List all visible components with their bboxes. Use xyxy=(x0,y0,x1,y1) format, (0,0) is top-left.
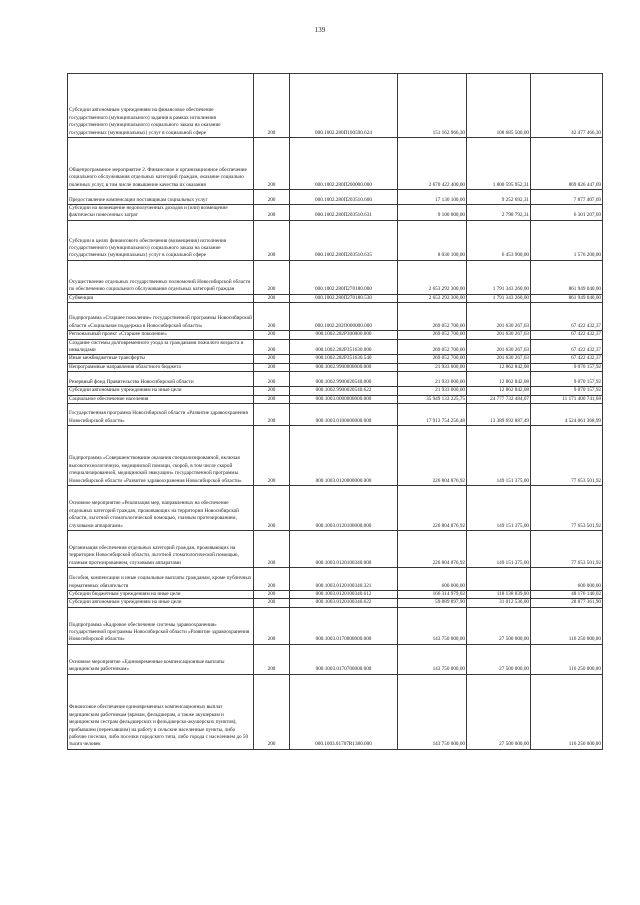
row-csr-cell: 000.1002.9900020540.000 xyxy=(290,372,398,387)
row-executed-value-cell: 201 630 267,63 xyxy=(467,339,531,355)
row-remaining-value-cell: 67 422 432,37 xyxy=(531,339,603,355)
table-row xyxy=(68,363,603,371)
budget-table xyxy=(67,73,603,750)
row-csr-cell: 000.1002.9900020540.622 xyxy=(290,387,398,395)
row-executed-value-cell: 149 151 375,00 xyxy=(467,486,531,531)
row-csr-cell: 000.1002.280П100590.624 xyxy=(290,74,398,138)
table-row xyxy=(68,205,603,221)
table-row xyxy=(68,486,603,531)
row-executed-value-cell: 27 500 000,00 xyxy=(467,607,531,644)
row-executed-value-cell: 1 791 343 260,00 xyxy=(467,260,531,294)
row-code-cell: 200 xyxy=(254,190,290,205)
row-budget-value-cell: 226 804 876,92 xyxy=(398,531,467,568)
row-name-cell: Региональный проект «Старшее поколение» xyxy=(68,331,254,339)
row-name-cell: Субсидии автономным учреждениям на иные цели xyxy=(68,599,254,607)
row-name-cell: Организация обеспечения отдельных категорий граждан, проживающих на территории Новосибирской области, льготной стоматологической помощью, глазным протезированием, слуховыми аппаратами xyxy=(68,531,254,568)
row-name-cell: Финансовое обеспечение единовременных компенсационных выплат медицинским работникам (врачам, фельдшерам, а также акушеркам и медицинским сестрам фельдшерских и фельдшерско-акушерских пунктов), прибывшим (переехавшим) на работу в сельские населенные пункты, либо рабочие поселки, либо поселки городского типа, либо города с населением до 50 тысяч человек xyxy=(68,674,254,749)
row-executed-value-cell: 6 453 900,00 xyxy=(467,220,531,260)
table-row xyxy=(68,644,603,674)
row-code-cell: 200 xyxy=(254,387,290,395)
row-remaining-value-cell: 116 250 000,00 xyxy=(531,674,603,749)
row-csr-cell: 000.1003.0120100340.000 xyxy=(290,531,398,568)
table-row xyxy=(68,138,603,190)
row-executed-value-cell: 149 151 375,00 xyxy=(467,426,531,486)
row-remaining-value-cell: 869 826 447,69 xyxy=(531,138,603,190)
row-executed-value-cell: 12 862 842,08 xyxy=(467,372,531,387)
row-code-cell: 200 xyxy=(254,355,290,363)
table-row xyxy=(68,260,603,294)
row-code-cell: 200 xyxy=(254,303,290,331)
row-remaining-value-cell: 116 250 000,00 xyxy=(531,644,603,674)
row-csr-cell: 000.1003.0170000000.000 xyxy=(290,607,398,644)
row-code-cell: 200 xyxy=(254,372,290,387)
row-executed-value-cell: 2 798 792,31 xyxy=(467,205,531,221)
row-name-cell: Общепрограммное мероприятие 2. Финансовое и организационное обеспечение социального обслуживания отдельных категорий граждан, оказание социально полезных услуг, в том числе повышение качества их оказания xyxy=(68,138,254,190)
row-remaining-value-cell: 67 422 432,37 xyxy=(531,303,603,331)
row-code-cell: 200 xyxy=(254,205,290,221)
row-budget-value-cell: 2 670 422 400,00 xyxy=(398,138,467,190)
row-name-cell: Пособия, компенсации и иные социальные выплаты гражданам, кроме публичных нормативных обязательств xyxy=(68,568,254,591)
row-csr-cell: 000.1003.0120100340.321 xyxy=(290,568,398,591)
row-csr-cell: 000.1002.9900000000.000 xyxy=(290,363,398,371)
row-name-cell: Субсидии бюджетным учреждениям на иные цели xyxy=(68,591,254,599)
row-budget-value-cell: 59 889 897,90 xyxy=(398,599,467,607)
row-csr-cell: 000.1003.0120000000.000 xyxy=(290,426,398,486)
row-code-cell: 200 xyxy=(254,294,290,302)
table-row xyxy=(68,74,603,138)
row-remaining-value-cell: 861 949 040,00 xyxy=(531,260,603,294)
row-budget-value-cell: 269 052 700,00 xyxy=(398,339,467,355)
row-code-cell: 200 xyxy=(254,339,290,355)
row-code-cell: 200 xyxy=(254,644,290,674)
table-row xyxy=(68,531,603,568)
table-row xyxy=(68,568,603,591)
row-code-cell: 200 xyxy=(254,74,290,138)
row-executed-value-cell: 9 252 692,31 xyxy=(467,190,531,205)
table-row xyxy=(68,220,603,260)
row-executed-value-cell: 13 389 692 887,49 xyxy=(467,404,531,426)
table-row xyxy=(68,426,603,486)
row-code-cell: 200 xyxy=(254,674,290,749)
row-executed-value-cell: 12 862 842,08 xyxy=(467,387,531,395)
row-budget-value-cell: 226 804 876,92 xyxy=(398,426,467,486)
row-budget-value-cell: 2 653 292 300,00 xyxy=(398,260,467,294)
row-executed-value-cell: 149 151 375,00 xyxy=(467,531,531,568)
row-budget-value-cell: 600 000,00 xyxy=(398,568,467,591)
row-budget-value-cell: 17 913 754 256,48 xyxy=(398,404,467,426)
row-csr-cell: 000.1003.0120100000.000 xyxy=(290,486,398,531)
table-row xyxy=(68,404,603,426)
table-row xyxy=(68,387,603,395)
row-executed-value-cell: 12 862 842,08 xyxy=(467,363,531,371)
row-name-cell: Субсидии автономным учреждениям на иные цели xyxy=(68,387,254,395)
row-csr-cell: 000.1003.0120100340.622 xyxy=(290,599,398,607)
row-budget-value-cell: 269 052 700,00 xyxy=(398,331,467,339)
row-csr-cell: 000.1002.280П200000.000 xyxy=(290,138,398,190)
row-csr-cell: 000.1003.0120100340.612 xyxy=(290,591,398,599)
row-remaining-value-cell: 7 877 407,69 xyxy=(531,190,603,205)
row-code-cell: 200 xyxy=(254,486,290,531)
row-remaining-value-cell: 67 422 432,37 xyxy=(531,331,603,339)
row-executed-value-cell: 31 012 536,00 xyxy=(467,599,531,607)
table-row xyxy=(68,339,603,355)
table-row xyxy=(68,674,603,749)
row-name-cell: Субвенции xyxy=(68,294,254,302)
row-remaining-value-cell: 77 653 501,92 xyxy=(531,531,603,568)
row-remaining-value-cell: 600 000,00 xyxy=(531,568,603,591)
row-name-cell: Субсидии в целях финансового обеспечения (возмещения) исполнения государственного (муниципального) социального заказа на оказание государственных (муниципальных) услуг в социальной сфере xyxy=(68,220,254,260)
row-name-cell: Подпрограмма «Кадровое обеспечение системы здравоохранения» государственной программы Новосибирской области «Развитие здравоохранения Новосибирской области» xyxy=(68,607,254,644)
row-csr-cell: 000.1002.280П270180.530 xyxy=(290,294,398,302)
row-csr-cell: 000.1002.280П203510.600 xyxy=(290,190,398,205)
row-executed-value-cell: 108 685 500,00 xyxy=(467,74,531,138)
row-name-cell: Государственная программа Новосибирской области «Развитие здравоохранения Новосибирской области» xyxy=(68,404,254,426)
row-csr-cell: 000.1002.282Р300000.000 xyxy=(290,331,398,339)
row-remaining-value-cell: 9 070 157,92 xyxy=(531,387,603,395)
row-executed-value-cell xyxy=(467,568,531,591)
row-name-cell: Субсидии на возмещение недополученных доходов и (или) возмещение фактически понесенных затрат xyxy=(68,205,254,221)
row-csr-cell: 000.1003.0000000000.000 xyxy=(290,395,398,403)
row-name-cell: Подпрограмма «Совершенствование оказания специализированной, включая высокотехнологичную, медицинской помощи, скорой, в том числе скорой специализированной, медицинской эвакуации» государственной программы Новосибирской области «Развитие здравоохранения Новосибирской области» xyxy=(68,426,254,486)
row-code-cell: 200 xyxy=(254,607,290,644)
row-remaining-value-cell: 42 477 466,30 xyxy=(531,74,603,138)
table-row xyxy=(68,599,603,607)
row-budget-value-cell: 21 933 000,00 xyxy=(398,387,467,395)
row-name-cell: Социальное обеспечение населения xyxy=(68,395,254,403)
row-budget-value-cell: 143 750 000,00 xyxy=(398,674,467,749)
row-budget-value-cell: 143 750 000,00 xyxy=(398,644,467,674)
row-code-cell: 200 xyxy=(254,331,290,339)
row-remaining-value-cell: 77 653 501,92 xyxy=(531,486,603,531)
row-code-cell: 200 xyxy=(254,568,290,591)
row-budget-value-cell: 35 949 133 225,75 xyxy=(398,395,467,403)
row-name-cell: Основное мероприятие «Единовременные компенсационные выплаты медицинским работникам» xyxy=(68,644,254,674)
row-name-cell: Создание системы долговременного ухода за гражданами пожилого возраста и инвалидами xyxy=(68,339,254,355)
row-name-cell: Резервный фонд Правительства Новосибирской области xyxy=(68,372,254,387)
row-remaining-value-cell: 48 176 140,02 xyxy=(531,591,603,599)
row-remaining-value-cell: 9 070 157,92 xyxy=(531,372,603,387)
row-executed-value-cell: 201 630 267,63 xyxy=(467,355,531,363)
row-remaining-value-cell: 861 949 040,00 xyxy=(531,294,603,302)
row-code-cell: 200 xyxy=(254,260,290,294)
row-csr-cell: 000.1003.0100000000.000 xyxy=(290,404,398,426)
row-remaining-value-cell: 9 070 157,92 xyxy=(531,363,603,371)
row-csr-cell: 000.1002.282Р351630.540 xyxy=(290,355,398,363)
row-remaining-value-cell: 116 250 000,00 xyxy=(531,607,603,644)
row-name-cell: Непрограммные направления областного бюджета xyxy=(68,363,254,371)
row-budget-value-cell: 269 052 700,00 xyxy=(398,303,467,331)
row-executed-value-cell: 27 500 000,00 xyxy=(467,674,531,749)
row-csr-cell: 000.1003.01707R1380.000 xyxy=(290,674,398,749)
table-row xyxy=(68,331,603,339)
row-budget-value-cell: 21 933 000,00 xyxy=(398,372,467,387)
budget-table-body xyxy=(68,74,603,750)
row-code-cell: 200 xyxy=(254,591,290,599)
table-row xyxy=(68,395,603,403)
row-code-cell: 200 xyxy=(254,138,290,190)
table-row xyxy=(68,303,603,331)
row-budget-value-cell: 166 314 979,02 xyxy=(398,591,467,599)
table-row xyxy=(68,607,603,644)
row-csr-cell: 000.1003.0170700000.000 xyxy=(290,644,398,674)
page-number: 139 xyxy=(314,26,326,34)
row-remaining-value-cell: 6 301 207,69 xyxy=(531,205,603,221)
row-executed-value-cell: 201 630 267,63 xyxy=(467,303,531,331)
row-csr-cell: 000.1002.282Р351630.000 xyxy=(290,339,398,355)
row-remaining-value-cell: 1 576 200,00 xyxy=(531,220,603,260)
row-budget-value-cell: 143 750 000,00 xyxy=(398,607,467,644)
row-remaining-value-cell: 67 422 432,37 xyxy=(531,355,603,363)
row-budget-value-cell: 2 653 292 300,00 xyxy=(398,294,467,302)
row-code-cell: 200 xyxy=(254,404,290,426)
row-budget-value-cell: 151 162 966,30 xyxy=(398,74,467,138)
row-remaining-value-cell: 11 171 400 741,68 xyxy=(531,395,603,403)
row-executed-value-cell: 24 777 732 484,07 xyxy=(467,395,531,403)
table-row xyxy=(68,591,603,599)
row-csr-cell: 000.1002.280П270180.000 xyxy=(290,260,398,294)
row-executed-value-cell: 1 800 595 952,31 xyxy=(467,138,531,190)
row-name-cell: Осуществление отдельных государственных полномочий Новосибирской области по обеспечению социального обслуживания отдельных категорий граждан xyxy=(68,260,254,294)
table-row xyxy=(68,294,603,302)
table-row xyxy=(68,190,603,205)
row-name-cell: Предоставление компенсации поставщикам социальных услуг xyxy=(68,190,254,205)
row-remaining-value-cell: 28 877 361,90 xyxy=(531,599,603,607)
table-row xyxy=(68,355,603,363)
row-code-cell: 200 xyxy=(254,363,290,371)
row-remaining-value-cell: 4 524 061 368,99 xyxy=(531,404,603,426)
row-code-cell: 200 xyxy=(254,395,290,403)
row-remaining-value-cell: 77 653 501,92 xyxy=(531,426,603,486)
row-name-cell: Основное мероприятие «Реализация мер, направленных на обеспечение отдельных категорий граждан, проживающих на территории Новосибирской области, льготной стоматологической помощью, глазным протезированием, слуховыми аппаратами» xyxy=(68,486,254,531)
row-code-cell: 200 xyxy=(254,599,290,607)
row-csr-cell: 000.1002.282О000000.000 xyxy=(290,303,398,331)
row-code-cell: 200 xyxy=(254,426,290,486)
row-budget-value-cell: 9 100 000,00 xyxy=(398,205,467,221)
row-budget-value-cell: 269 052 700,00 xyxy=(398,355,467,363)
row-csr-cell: 000.1002.280П203510.631 xyxy=(290,205,398,221)
row-name-cell: Субсидии автономным учреждениям на финансовое обеспечение государственного (муниципального) задания в рамках исполнения государственного (муниципального) социального заказа на оказание государственных (муниципальных) услуг в социальной сфере xyxy=(68,74,254,138)
row-budget-value-cell: 226 804 876,92 xyxy=(398,486,467,531)
row-name-cell: Иные межбюджетные трансферты xyxy=(68,355,254,363)
row-code-cell: 200 xyxy=(254,220,290,260)
row-executed-value-cell: 27 500 000,00 xyxy=(467,644,531,674)
row-executed-value-cell: 1 791 343 260,00 xyxy=(467,294,531,302)
row-code-cell: 200 xyxy=(254,531,290,568)
row-csr-cell: 000.1002.280П203510.635 xyxy=(290,220,398,260)
row-budget-value-cell: 21 933 000,00 xyxy=(398,363,467,371)
row-budget-value-cell: 17 130 100,00 xyxy=(398,190,467,205)
row-name-cell: Подпрограмма «Старшее поколение» государственной программы Новосибирской области «Социальная поддержка в Новосибирской области» xyxy=(68,303,254,331)
row-executed-value-cell: 118 138 839,00 xyxy=(467,591,531,599)
row-budget-value-cell: 8 030 100,00 xyxy=(398,220,467,260)
table-row xyxy=(68,372,603,387)
row-executed-value-cell: 201 630 267,63 xyxy=(467,331,531,339)
